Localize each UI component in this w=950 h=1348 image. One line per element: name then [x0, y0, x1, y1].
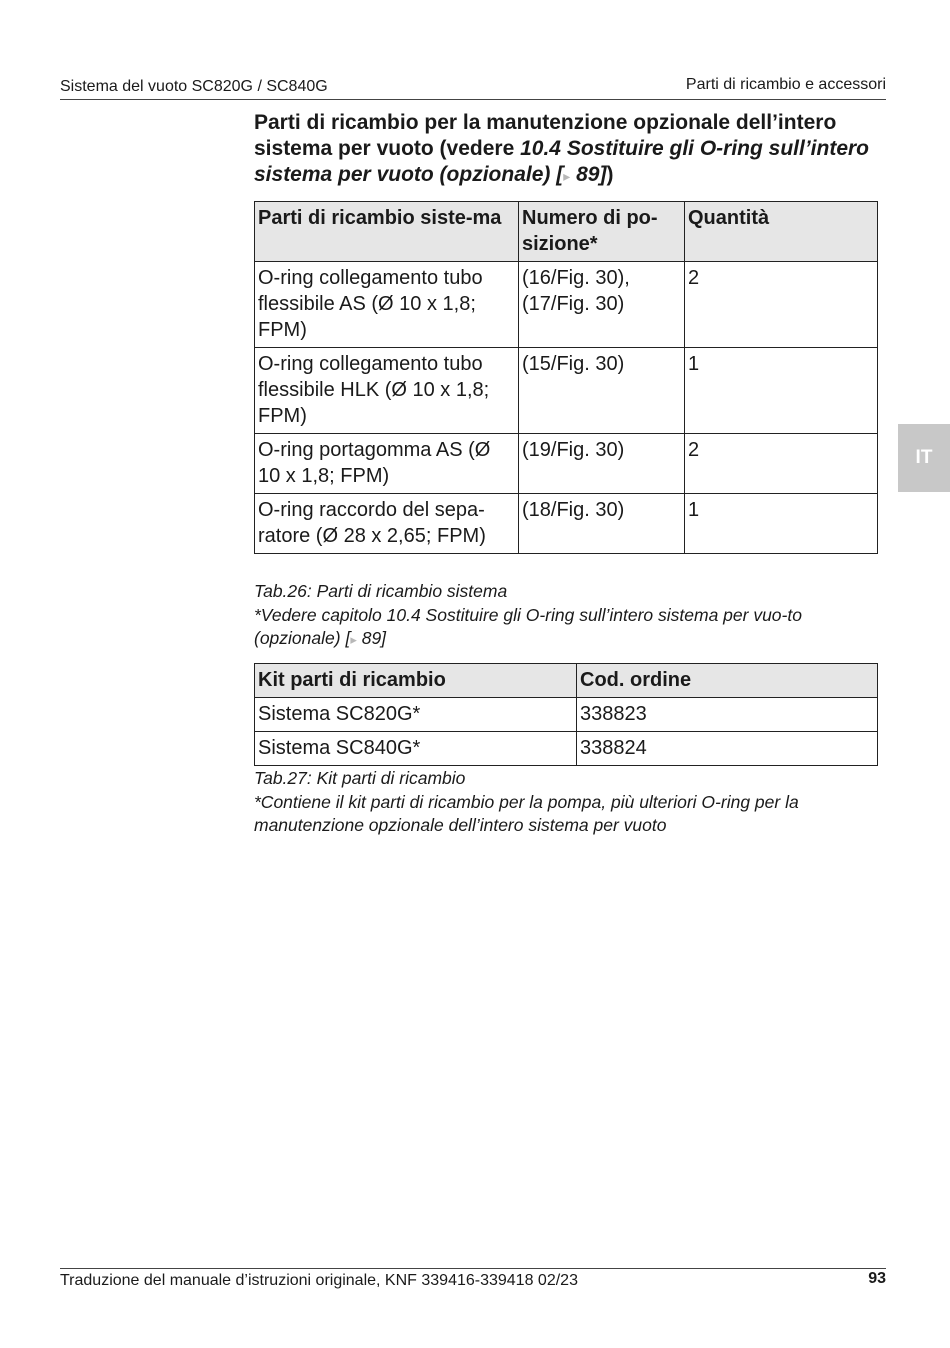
- column-header: Numero di po-sizione*: [519, 202, 685, 262]
- table-cell: (15/Fig. 30): [519, 348, 685, 434]
- section-title-reference[interactable]: 10.4 Sostituire gli O-ring sull’intero sistema per vuoto (opzionale) [▸ 89]: [254, 137, 869, 186]
- table-cell: 2: [685, 262, 878, 348]
- footer-rule: [60, 1268, 886, 1269]
- page-arrow-icon: ▸: [350, 632, 357, 647]
- table-cell: O-ring collegamento tubo flessibile AS (Ø 10 x 1,8; FPM): [255, 262, 519, 348]
- page-number: 93: [868, 1270, 886, 1287]
- table-cell: (16/Fig. 30), (17/Fig. 30): [519, 262, 685, 348]
- table-caption: Tab.27: Kit parti di ricambio: [254, 768, 466, 788]
- column-header: Cod. ordine: [577, 664, 878, 698]
- table-cell: 338823: [577, 698, 878, 732]
- table-cell: 1: [685, 494, 878, 554]
- section-title: Parti di ricambio per la manutenzione opzionale dell’intero sistema per vuoto (vedere 10.4 Sostituire gli O-ring sull’intero sistema per vuoto (opzionale) [▸ 89]): [254, 111, 869, 186]
- table-cell: Sistema SC820G*: [255, 698, 577, 732]
- table-row: [255, 494, 878, 554]
- spare-parts-table: [254, 201, 877, 554]
- table-row: [255, 348, 878, 434]
- table-row: [255, 732, 878, 766]
- table-cell: 338824: [577, 732, 878, 766]
- spare-kit-table: [254, 663, 877, 766]
- header-section: Parti di ricambio e accessori: [685, 76, 886, 93]
- table-cell: Sistema SC840G*: [255, 732, 577, 766]
- page-arrow-icon: ▸: [563, 168, 571, 184]
- column-header: Quantità: [685, 202, 878, 262]
- footer-text: Traduzione del manuale d’istruzioni originale, KNF 339416-339418 02/23: [60, 1272, 578, 1289]
- table-row: [255, 434, 878, 494]
- table-cell: O-ring collegamento tubo flessibile HLK (Ø 10 x 1,8; FPM): [255, 348, 519, 434]
- table-cell: O-ring portagomma AS (Ø 10 x 1,8; FPM): [255, 434, 519, 494]
- table-note[interactable]: *Vedere capitolo 10.4 Sostituire gli O-ring sull’intero sistema per vuo-to (opzionale) [▸ 89]: [254, 604, 802, 648]
- table-header-row: [255, 664, 878, 698]
- column-header: Parti di ricambio siste-ma: [255, 202, 519, 262]
- table-cell: (18/Fig. 30): [519, 494, 685, 554]
- table-caption-block: [254, 767, 877, 838]
- table-cell: 1: [685, 348, 878, 434]
- table-note: *Contiene il kit parti di ricambio per la pompa, più ulteriori O-ring per la manutenzione opzionale dell’intero sistema per vuoto: [254, 791, 799, 835]
- header-rule: [60, 99, 886, 100]
- header-title: Sistema del vuoto SC820G / SC840G: [60, 78, 328, 95]
- table-caption: Tab.26: Parti di ricambio sistema: [254, 581, 508, 601]
- table-row: [255, 698, 878, 732]
- table-caption-block: [254, 580, 877, 652]
- language-tab[interactable]: IT: [898, 424, 950, 492]
- table-cell: (19/Fig. 30): [519, 434, 685, 494]
- table-cell: 2: [685, 434, 878, 494]
- table-row: [255, 262, 878, 348]
- table-cell: O-ring raccordo del sepa-ratore (Ø 28 x 2,65; FPM): [255, 494, 519, 554]
- column-header: Kit parti di ricambio: [255, 664, 577, 698]
- table-header-row: [255, 202, 878, 262]
